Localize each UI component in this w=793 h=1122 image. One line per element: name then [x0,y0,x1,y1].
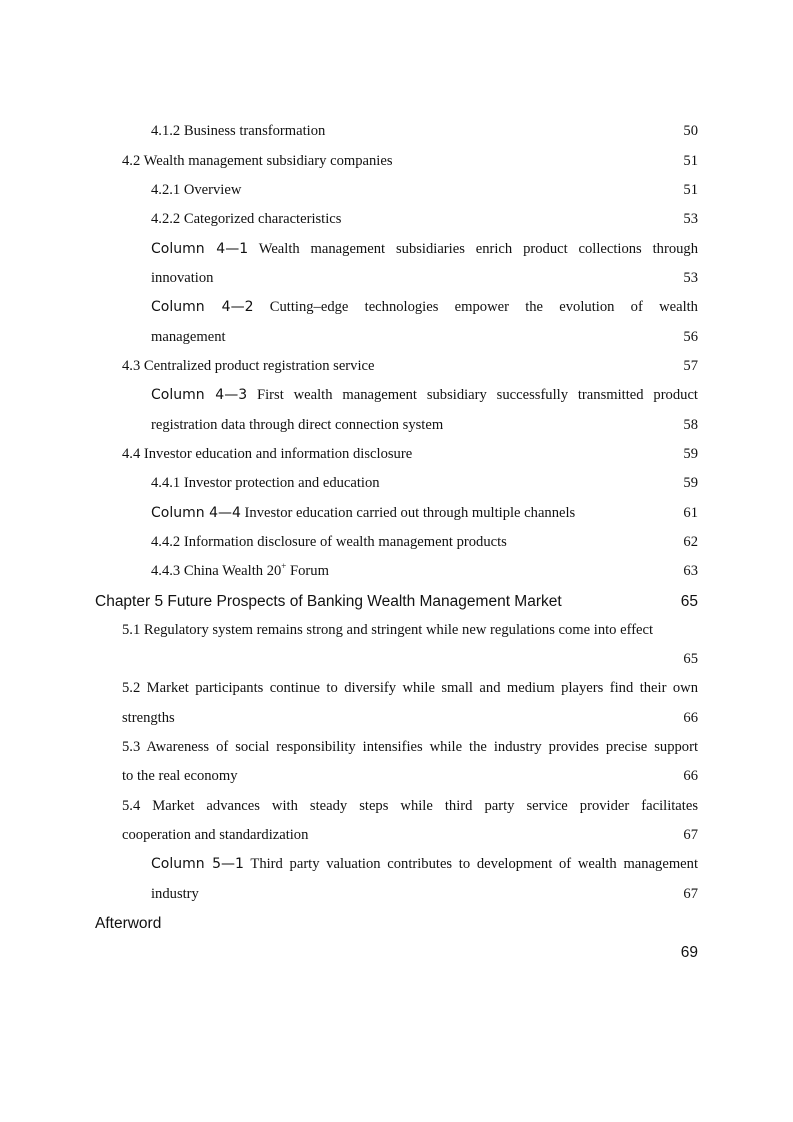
toc-entry-5-4-line1[interactable] [122,792,698,821]
toc-entry-label: 5.1 Regulatory system remains strong and stringent while new regulations come into effect [122,622,654,638]
toc-chapter-label: Chapter 5 Future Prospects of Banking Wealth Management Market [95,593,562,610]
toc-page-number: 66 [683,768,698,784]
toc-entry-4-4-1[interactable] [151,469,698,498]
toc-entry-label: 5.4 Market advances with steady steps while third party service provider facilitates [122,798,698,814]
toc-column-4-3-line2[interactable] [151,411,698,440]
column-tag: Column 4—4 [151,505,241,521]
toc-entry-4-2-2[interactable] [151,205,698,234]
toc-column-5-1-line2[interactable] [151,880,698,909]
toc-entry-label: 4.2 Wealth management subsidiary companies [122,153,393,169]
toc-page-number: 59 [683,446,698,462]
toc-entry-4-2-1[interactable] [151,176,698,205]
toc-entry-label: management [151,329,226,345]
toc-entry-label: cooperation and standardization [122,827,309,843]
toc-page-number: 67 [683,827,698,843]
toc-page-number: 65 [680,593,698,610]
toc-page-number: 58 [683,417,698,433]
toc-entry-label: industry [151,886,199,902]
column-tag: Column 5—1 [151,856,244,872]
toc-entry-label: Third party valuation contributes to development of wealth management [250,856,698,872]
toc-page-number: 57 [683,358,698,374]
toc-afterword-line1[interactable] [95,909,698,938]
toc-page-number: 65 [683,651,698,667]
toc-entry-label: 5.2 Market participants continue to diversify while small and medium players find their own [122,680,698,696]
toc-entry-5-4-line2[interactable] [122,821,698,850]
toc-entry-4-2[interactable] [122,147,698,176]
toc-entry-label: to the real economy [122,768,238,784]
toc-page-number: 53 [683,270,698,286]
toc-page-number: 66 [683,710,698,726]
toc-entry-4-4-3[interactable] [151,557,698,586]
toc-page-number: 62 [683,534,698,550]
toc-entry-4-1-2[interactable] [151,117,698,146]
superscript-plus: + [281,561,287,572]
toc-page-number: 51 [683,182,698,198]
toc-entry-label: 4.4 Investor education and information disclosure [122,446,413,462]
toc-entry-label: innovation [151,270,214,286]
toc-entry-5-2-line1[interactable] [122,674,698,703]
toc-afterword-line2[interactable] [95,938,698,967]
toc-entry-label: strengths [122,710,175,726]
toc-entry-5-1-line1[interactable] [122,616,698,645]
toc-entry-label: registration data through direct connection system [151,417,444,433]
toc-entry-label: First wealth management subsidiary successfully transmitted product [256,387,698,403]
toc-entry-4-4-2[interactable] [151,528,698,557]
toc-entry-label: 4.3 Centralized product registration service [122,358,375,374]
toc-entry-4-3[interactable] [122,352,698,381]
column-tag: Column 4—1 [151,241,249,257]
toc-entry-label: 4.4.1 Investor protection and education [151,475,380,491]
toc-entry-label: Wealth management subsidiaries enrich product collections through [258,241,699,257]
toc-entry-label: Investor education carried out through multiple channels [244,505,576,521]
toc-page-number: 69 [680,944,698,961]
toc-page-number: 56 [683,329,698,345]
toc-entry-label: 4.4.3 China Wealth 20 [151,563,282,579]
toc-page-number: 50 [683,123,698,139]
toc-entry-label: 5.3 Awareness of social responsibility intensifies while the industry provides precise support [122,739,698,755]
toc-entry-label: 4.1.2 Business transformation [151,123,326,139]
column-tag: Column 4—3 [151,387,248,403]
toc-page-number: 53 [683,211,698,227]
toc-entry-5-2-line2[interactable] [122,704,698,733]
toc-entry-label: Cutting–edge technologies empower the evolution of wealth [269,299,698,315]
toc-chapter-5[interactable] [95,587,698,616]
toc-entry-label: 4.4.2 Information disclosure of wealth management products [151,534,507,550]
toc-column-4-2-line2[interactable] [151,323,698,352]
toc-column-4-1-line1[interactable] [151,235,698,264]
toc-column-4-3-line1[interactable] [151,381,698,410]
toc-column-5-1-line1[interactable] [151,850,698,879]
toc-page-number: 61 [683,505,698,521]
toc-column-4-4[interactable] [151,499,698,528]
toc-chapter-label: Afterword [95,915,162,932]
toc-page-number: 59 [683,475,698,491]
toc-page-number: 63 [683,563,698,579]
toc-entry-5-3-line2[interactable] [122,762,698,791]
toc-entry-4-4[interactable] [122,440,698,469]
toc-column-4-1-line2[interactable] [151,264,698,293]
column-tag: Column 4—2 [151,299,254,315]
toc-page-number: 51 [683,153,698,169]
toc-entry-5-1-line2[interactable] [122,645,698,674]
toc-entry-5-3-line1[interactable] [122,733,698,762]
toc-column-4-2-line1[interactable] [151,293,698,322]
toc-page-number: 67 [683,886,698,902]
toc-entry-label: 4.2.2 Categorized characteristics [151,211,342,227]
toc-entry-label: 4.2.1 Overview [151,182,242,198]
toc-entry-label-suffix: Forum [286,563,329,579]
